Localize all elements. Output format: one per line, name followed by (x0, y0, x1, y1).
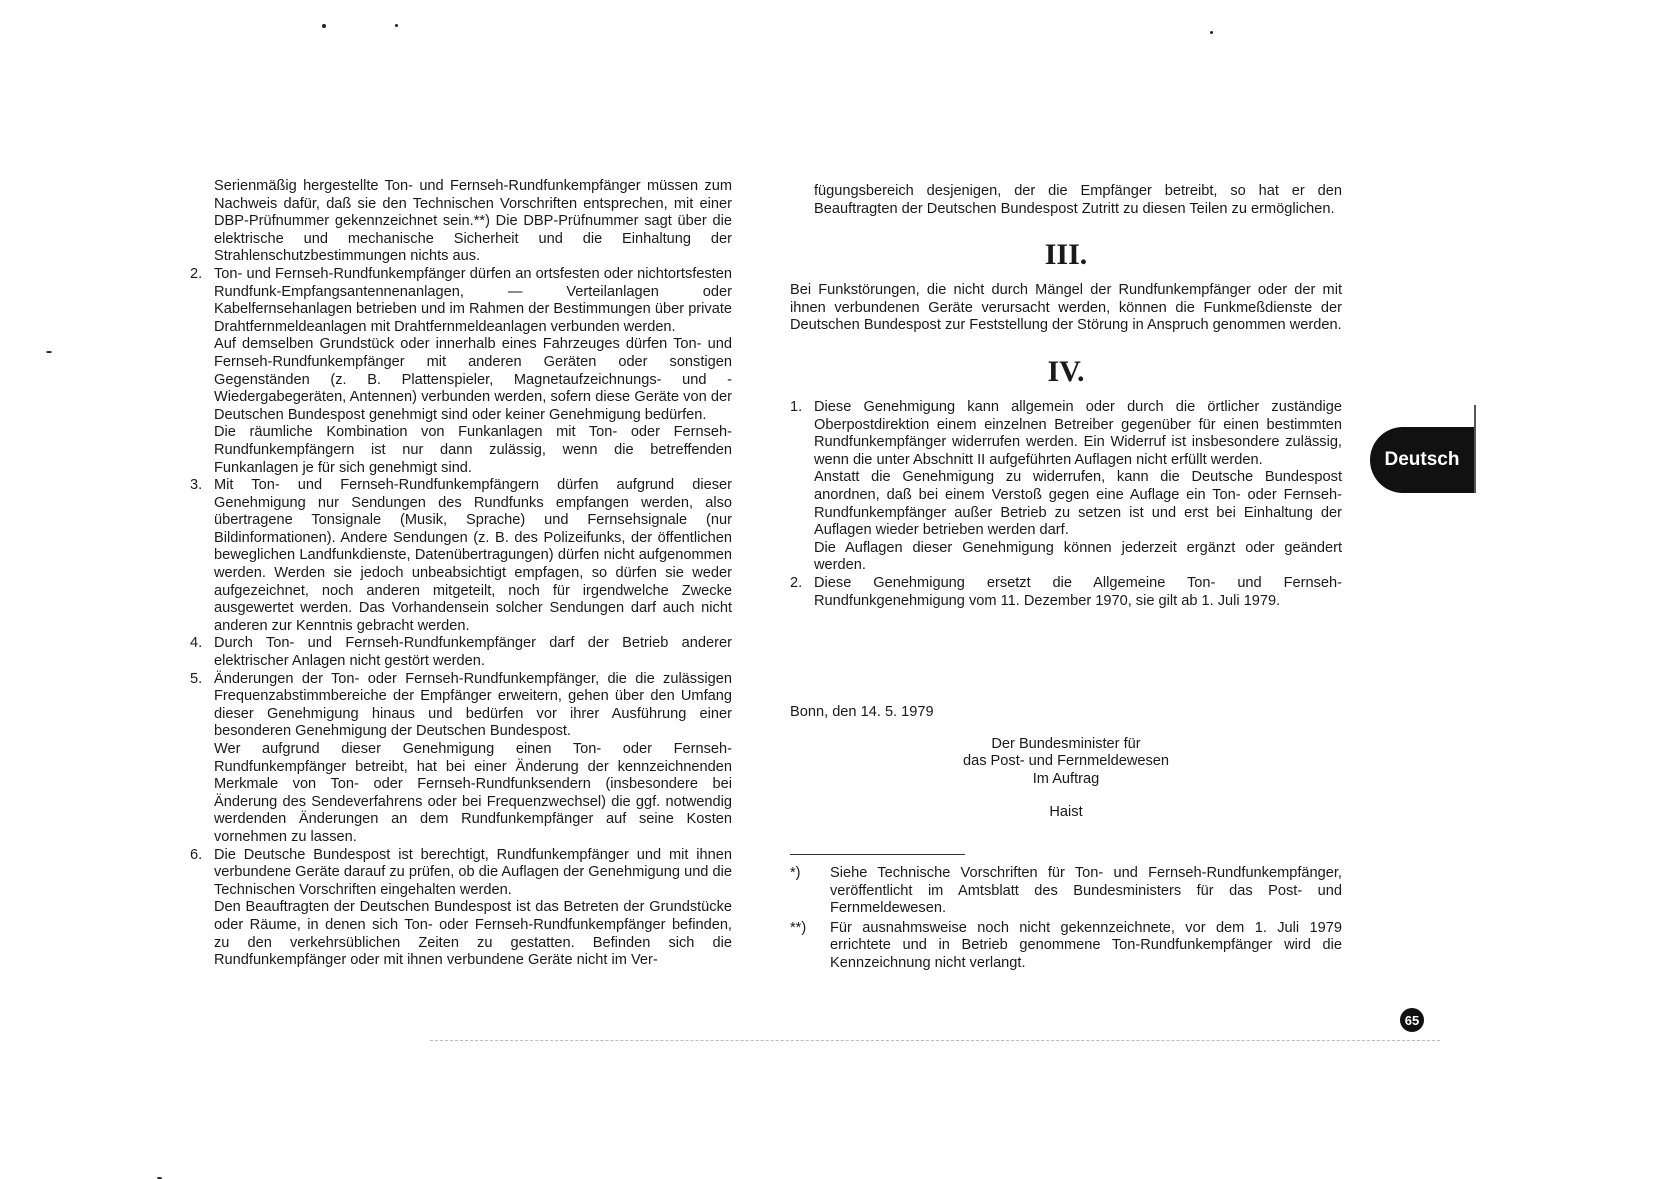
section-heading-iv: IV. (1047, 354, 1085, 388)
footnote-mark: *) (790, 865, 801, 882)
signature-line: Der Bundesminister für (991, 735, 1141, 752)
continuation-paragraph: fügungsbereich desjenigen, der die Empfänger betreibt, so hat er den Beauftragten der Deutschen Bundespost Zutritt zu diesen Teilen zu ermöglichen. (814, 183, 1342, 217)
list-item-4 (190, 635, 732, 670)
paragraph: Die Auflagen dieser Genehmigung können jederzeit ergänzt oder geändert werden. (814, 539, 1342, 574)
scan-speck (395, 24, 398, 27)
list-number: 1. (790, 398, 803, 415)
left-column (190, 178, 732, 970)
paragraph: Auf demselben Grundstück oder innerhalb eines Fahrzeuges dürfen Ton- und Fernseh-Rundfunkempfänger mit anderen Geräten oder sonstigen Gegenständen (z. B. Plattenspieler, Magnetaufzeichnungs- und -Wiedergabegeräten, Antennen) verbunden werden, sofern diese Geräte von der Deutschen Bundespost genehmigt sind oder keiner Genehmigung bedürfen. (214, 336, 732, 423)
list-number: 5. (190, 670, 203, 687)
paragraph: Die Deutsche Bundespost ist berechtigt, Rundfunkempfänger und mit ihnen verbundene Geräte darauf zu prüfen, ob die Auflagen der Genehmigung und die Technischen Vorschriften eingehalten werden. (214, 846, 732, 898)
list-number: 3. (190, 477, 203, 494)
paragraph: Den Beauftragten der Deutschen Bundespost ist das Betreten der Grundstücke oder Räume, in denen sich Ton- oder Fernseh-Rundfunkempfänger befinden, zu den verkehrsüblichen Zeiten zu gestatten. Befinden sich die Rundfunkempfänger oder mit ihnen verbundene Geräte nicht im Ver- (214, 899, 732, 969)
list-number: 4. (190, 635, 203, 652)
scan-speck (322, 24, 326, 28)
list-number: 2. (190, 265, 203, 282)
paragraph: Wer aufgrund dieser Genehmigung einen Ton- oder Fernseh-Rundfunkempfänger betreibt, hat bei einer Änderung der kennzeichnenden Merkmale von Ton- oder Fernseh-Rundfunksendern (insbesondere bei Änderung des Sendeverfahrens oder bei Frequenzwechsel) die ggf. notwendig werdenden Änderungen an dem Rundfunkempfänger auf seine Kosten vornehmen zu lassen. (214, 741, 732, 845)
list-item-6 (190, 847, 732, 970)
paragraph: Die räumliche Kombination von Funkanlagen mit Ton- oder Fernseh-Rundfunkempfängern ist nur dann zulässig, wenn die betreffenden Funkanlagen je für sich genehmigt sind. (214, 424, 732, 476)
signature-line: Im Auftrag (1032, 770, 1100, 787)
scan-speck (46, 351, 52, 353)
paragraph: Änderungen der Ton- oder Fernseh-Rundfunkempfänger, die die zulässigen Frequenzabstimmbereiche der Empfänger erweitern, gehen über den Umfang dieser Genehmigung hinaus und bedürfen vor ihrer Ausführung einer besonderen Genehmigung der Deutschen Bundespost. (214, 670, 732, 740)
section-iv-item-2 (790, 575, 1342, 610)
language-tab (1370, 427, 1474, 493)
place-date: Bonn, den 14. 5. 1979 (790, 704, 934, 721)
right-column (790, 183, 1342, 973)
footnote (790, 865, 1342, 918)
scan-edge-line (430, 1040, 1440, 1041)
language-tab-label: Deutsch (1384, 449, 1460, 470)
signature-name: Haist (1049, 804, 1083, 821)
footnotes (790, 854, 1342, 973)
scan-speck (1210, 31, 1213, 34)
section-heading-iii: III. (1044, 238, 1088, 272)
paragraph: Durch Ton- und Fernseh-Rundfunkempfänger darf der Betrieb anderer elektrischer Anlagen nicht gestört werden. (214, 635, 732, 670)
paragraph: Diese Genehmigung kann allgemein oder durch die örtlicher zuständige Oberpostdirektion einem einzelnen Betreiber gegenüber für einen bestimmten Rundfunkempfänger widerrufen werden. Ein Widerruf ist insbesondere zulässig, wenn die unter Abschnitt II aufgeführten Auflagen nicht erfüllt werden. (814, 398, 1342, 468)
footnote-divider (790, 854, 965, 855)
footnote-text: Für ausnahmsweise noch nicht gekennzeichnete, vor dem 1. Juli 1979 errichtete und in Betrieb genommene Ton-Rundfunkempfänger wird die Kennzeichnung nicht verlangt. (830, 919, 1342, 972)
section-iv-item-1 (790, 399, 1342, 575)
footnote-text: Siehe Technische Vorschriften für Ton- und Fernseh-Rundfunkempfänger, veröffentlicht im Amtsblatt des Bundesministers für das Post- und Fernmeldewesen. (830, 865, 1342, 917)
list-item-3 (190, 477, 732, 635)
intro-paragraph: Serienmäßig hergestellte Ton- und Fernseh-Rundfunkempfänger müssen zum Nachweis dafür, daß sie den Technischen Vorschriften entsprechen, mit einer DBP-Prüfnummer gekennzeichnet sein.**) Die DBP-Prüfnummer sagt über die elektrische und mechanische Sicherheit und die Einhaltung der Strahlenschutzbestimmungen nichts aus. (214, 178, 732, 265)
list-item-2 (190, 266, 732, 477)
page-number (1400, 1008, 1424, 1032)
list-number: 2. (790, 574, 803, 591)
list-number: 6. (190, 846, 203, 863)
paragraph: Mit Ton- und Fernseh-Rundfunkempfängern dürfen aufgrund dieser Genehmigung nur Sendungen des Rundfunks empfangen werden, also übertragene Tonsignale (Musik, Sprache) und Fernsehsignale (nur Bildinformationen). Andere Sendungen (z. B. des Polizeifunks, der öffentlichen beweglichen Landfunkdienste, Datenübertragungen) dürfen nicht aufgenommen werden. Werden sie jedoch unbeabsichtigt empfagen, so dürfen sie weder aufgezeichnet, noch anderen mitgeteilt, noch für irgendwelche Zwecke ausgewertet werden. Das Vorhandensein solcher Sendungen darf auch nicht anderen zur Kenntnis gebracht werden. (214, 477, 732, 634)
footnote-mark: **) (790, 919, 807, 936)
footnote (790, 920, 1342, 973)
section-iii-text: Bei Funkstörungen, die nicht durch Mängel der Rundfunkempfänger oder der mit ihnen verbundenen Geräte verursacht werden, können die Funkmeßdienste der Deutschen Bundespost zur Feststellung der Störung in Anspruch genommen werden. (790, 282, 1342, 334)
page-number-label: 65 (1404, 1012, 1420, 1028)
paragraph: Diese Genehmigung ersetzt die Allgemeine Ton- und Fernseh-Rundfunkgenehmigung vom 11. Dezember 1970, sie gilt ab 1. Juli 1979. (814, 574, 1342, 609)
tab-edge-line (1474, 405, 1476, 493)
paragraph: Ton- und Fernseh-Rundfunkempfänger dürfen an ortsfesten oder nichtortsfesten Rundfunk-Empfangsantennenanlagen, — Verteilanlagen oder Kabelfernsehanlagen betrieben und im Rahmen der Bestimmungen über private Drahtfernmeldeanlagen mit Drahtfernmeldeanlagen verbunden werden. (214, 265, 732, 335)
signature-block (790, 736, 1342, 822)
list-item-5 (190, 671, 732, 847)
paragraph: Anstatt die Genehmigung zu widerrufen, kann die Deutsche Bundespost anordnen, daß bei einem Verstoß gegen eine Auflage ein Ton- oder Fernseh-Rundfunkempfänger außer Betrieb zu setzen ist und erst bei Einhaltung der Auflagen wieder betrieben werden darf. (814, 469, 1342, 539)
signature-line: das Post- und Fernmeldewesen (962, 753, 1170, 770)
